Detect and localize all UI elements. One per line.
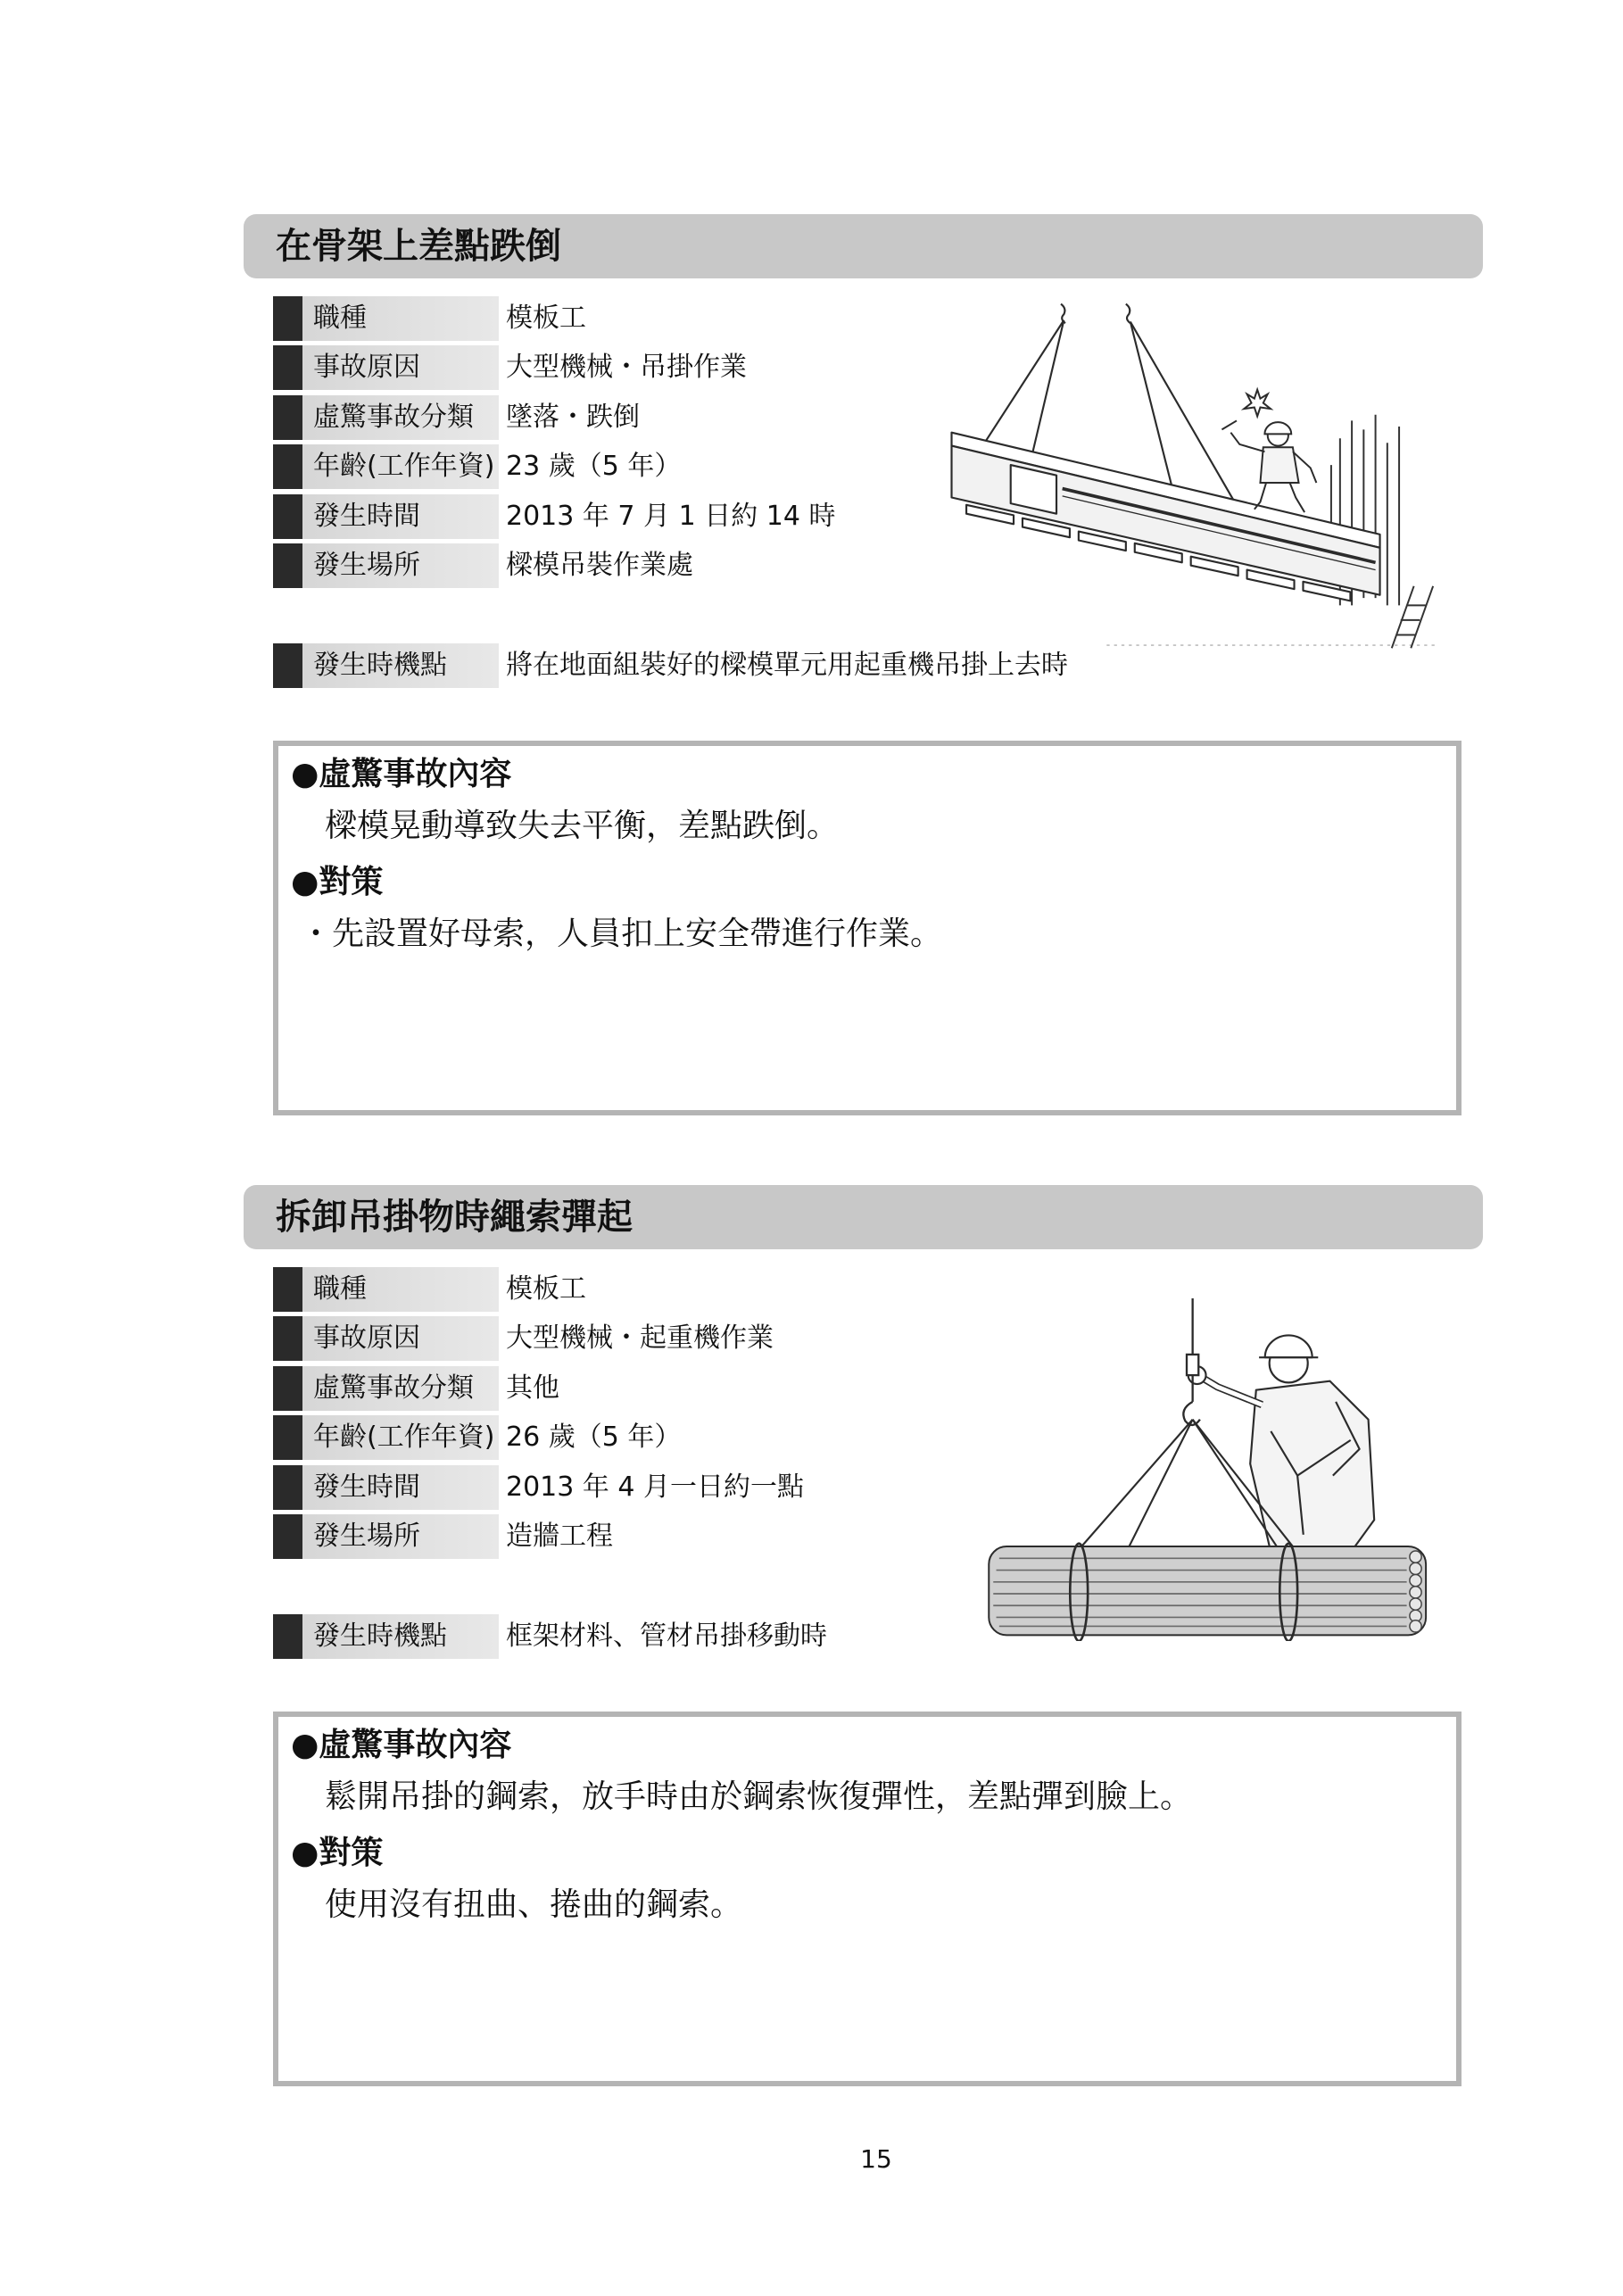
countermeasure-heading: ●對策	[291, 1835, 384, 1871]
ladder	[1392, 586, 1433, 649]
incident-detail-box	[273, 1712, 1462, 2086]
section-title-bar	[244, 214, 1483, 278]
row-label-cell	[302, 543, 499, 588]
row-marker	[273, 543, 302, 588]
impact-star-icon	[1244, 390, 1271, 417]
countermeasure-heading: ●對策	[291, 864, 384, 900]
row-marker	[273, 345, 302, 390]
info-row-near-miss-category	[273, 1366, 1076, 1411]
row-label: 發生時間	[313, 1471, 420, 1503]
row-label: 事故原因	[313, 1322, 420, 1354]
row-value: 框架材料、管材吊掛移動時	[506, 1620, 827, 1652]
row-marker	[273, 1415, 302, 1460]
countermeasure-text: ・先設置好母索，人員扣上安全帶進行作業。	[300, 916, 943, 952]
row-label-cell	[302, 395, 499, 440]
info-row-age-experience	[273, 1415, 1076, 1460]
section-title: 在骨架上差點跌倒	[276, 226, 561, 267]
row-label: 虛驚事故分類	[313, 1372, 474, 1404]
row-marker	[273, 1366, 302, 1411]
row-marker	[273, 1614, 302, 1659]
row-label: 發生時機點	[313, 1620, 447, 1652]
row-value: 將在地面組裝好的樑模單元用起重機吊掛上去時	[506, 650, 1068, 681]
row-value: 2013 年 7 月 1 日約 14 時	[506, 501, 836, 532]
info-row-occurrence-timing	[273, 643, 1076, 688]
beam-form	[952, 433, 1380, 601]
page-number: 15	[860, 2144, 892, 2174]
row-label-cell	[302, 296, 499, 341]
info-row-occurrence-place	[273, 1514, 1076, 1559]
worker-figure	[1221, 390, 1316, 512]
countermeasure-text: 使用沒有扭曲、捲曲的鋼索。	[325, 1886, 743, 1923]
row-label-cell	[302, 444, 499, 489]
incident-detail-box	[273, 741, 1462, 1115]
pipe-bundle-lifting-illustration	[981, 1298, 1439, 1641]
row-label-cell	[302, 345, 499, 390]
row-value: 大型機械・起重機作業	[506, 1322, 774, 1354]
crane-wire	[1183, 1298, 1200, 1425]
row-label-cell	[302, 1366, 499, 1411]
info-row-occurrence-timing	[273, 1614, 1076, 1659]
row-value: 造牆工程	[506, 1521, 613, 1552]
row-label: 年齡(工作年資)	[313, 451, 495, 482]
row-marker	[273, 1514, 302, 1559]
incident-text: 樑模晃動導致失去平衡，差點跌倒。	[325, 808, 840, 844]
section-title-bar	[244, 1185, 1483, 1249]
incident-heading: ●虛驚事故內容	[291, 1727, 512, 1763]
row-label: 發生場所	[313, 1521, 420, 1552]
row-label-cell	[302, 1614, 499, 1659]
row-value: 2013 年 4 月一日約一點	[506, 1471, 805, 1503]
row-marker	[273, 395, 302, 440]
row-label: 職種	[313, 303, 367, 334]
section-title: 拆卸吊掛物時繩索彈起	[276, 1197, 633, 1238]
beam-lifting-illustration	[944, 303, 1439, 650]
row-value: 其他	[506, 1372, 559, 1404]
info-row-occurrence-time	[273, 1465, 1076, 1510]
row-label-cell	[302, 1465, 499, 1510]
row-marker	[273, 444, 302, 489]
info-row-accident-cause	[273, 1316, 1076, 1361]
row-label-cell	[302, 643, 499, 688]
row-marker	[273, 494, 302, 539]
row-label-cell	[302, 1514, 499, 1559]
row-label: 發生時機點	[313, 650, 447, 681]
row-label-cell	[302, 1415, 499, 1460]
row-value: 模板工	[506, 1273, 586, 1305]
worker-figure	[1188, 1335, 1375, 1552]
row-marker	[273, 1316, 302, 1361]
row-label-cell	[302, 1316, 499, 1361]
row-label-cell	[302, 1267, 499, 1312]
row-value: 樑模吊裝作業處	[506, 550, 693, 581]
row-label: 虛驚事故分類	[313, 402, 474, 433]
row-marker	[273, 643, 302, 688]
row-label-cell	[302, 494, 499, 539]
row-value: 墜落・跌倒	[506, 402, 640, 433]
info-row-job-type	[273, 1267, 1076, 1312]
case-section-near-fall-on-frame	[0, 214, 1623, 1133]
row-label: 年齡(工作年資)	[313, 1422, 495, 1453]
case-section-rope-rebound	[0, 1185, 1623, 2104]
row-value: 模板工	[506, 303, 586, 334]
row-marker	[273, 296, 302, 341]
row-marker	[273, 1465, 302, 1510]
row-value: 大型機械・吊掛作業	[506, 352, 747, 383]
incident-heading: ●虛驚事故內容	[291, 756, 512, 792]
row-label: 發生時間	[313, 501, 420, 532]
row-value: 23 歲（5 年）	[506, 451, 682, 482]
row-label: 發生場所	[313, 550, 420, 581]
row-label: 事故原因	[313, 352, 420, 383]
row-marker	[273, 1267, 302, 1312]
row-label: 職種	[313, 1273, 367, 1305]
pipe-bundle	[989, 1546, 1426, 1635]
incident-text: 鬆開吊掛的鋼索，放手時由於鋼索恢復彈性，差點彈到臉上。	[325, 1778, 1193, 1815]
row-value: 26 歲（5 年）	[506, 1422, 682, 1453]
